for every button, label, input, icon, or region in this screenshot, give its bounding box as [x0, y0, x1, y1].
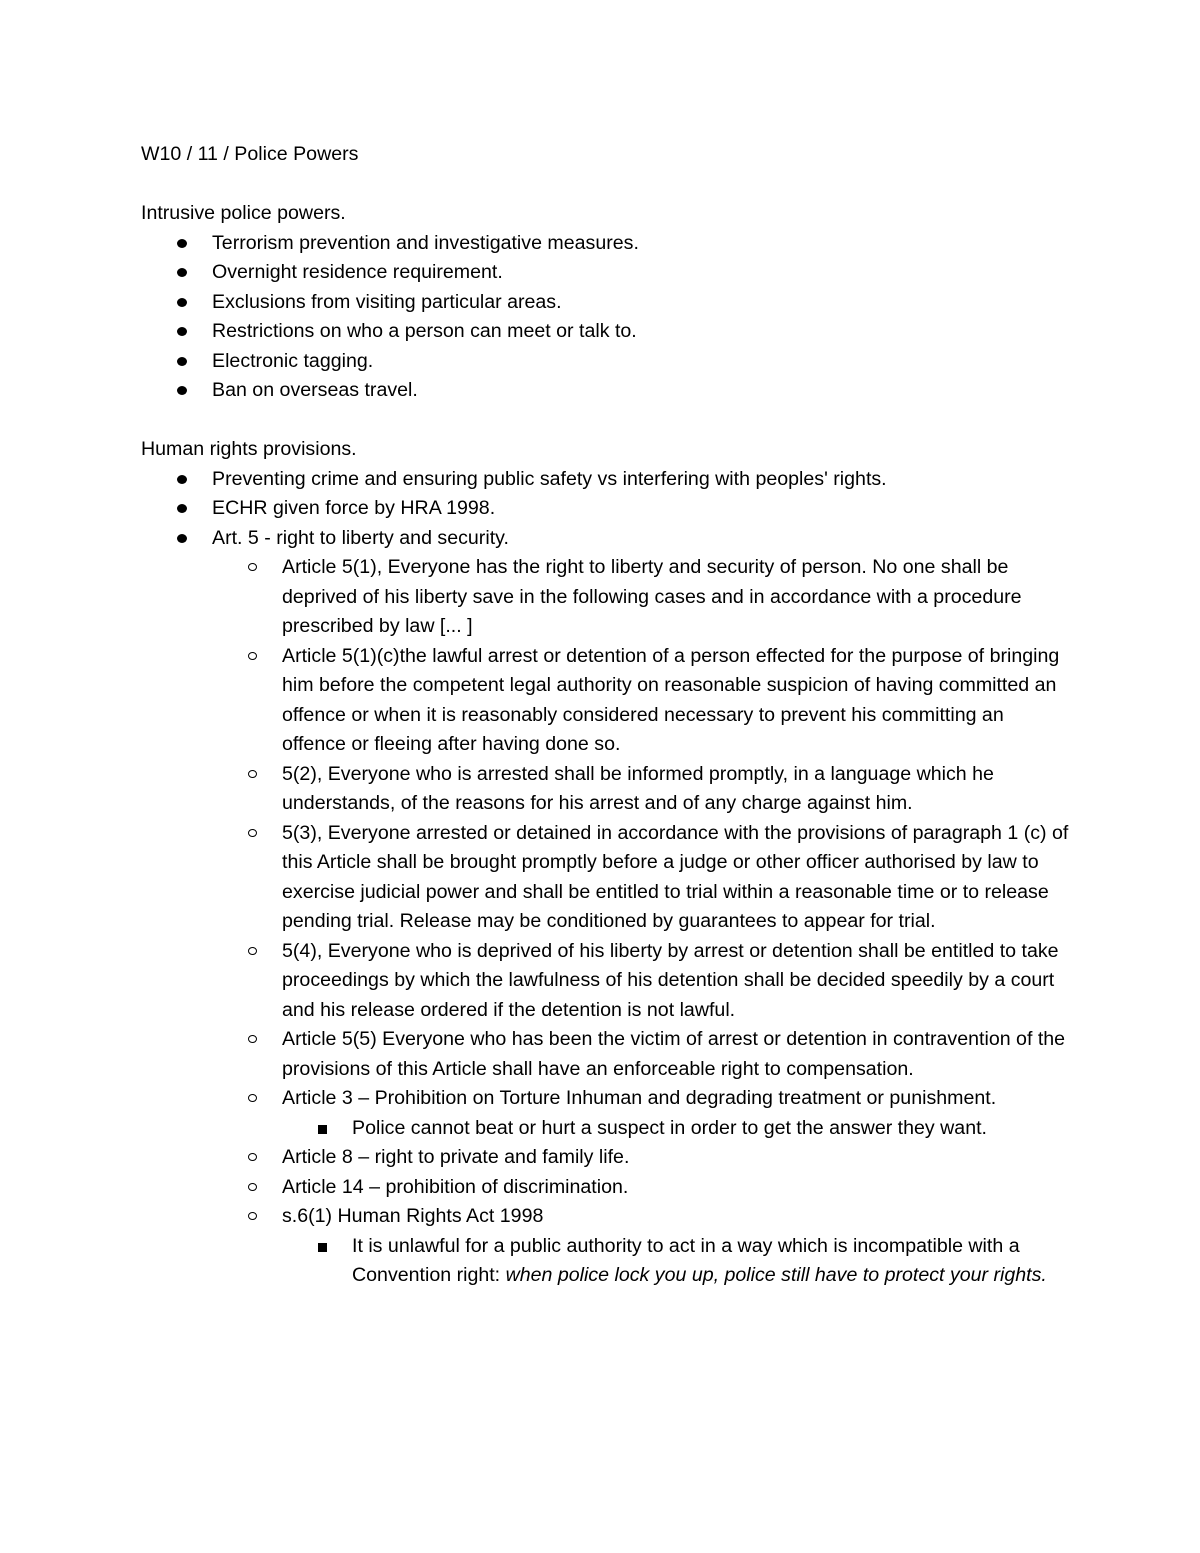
human-rights-list — [141, 465, 1071, 554]
page-title: W10 / 11 / Police Powers — [141, 143, 359, 165]
sub-list-item: Article 14 – prohibition of discrimination. — [141, 1173, 1071, 1203]
spacer — [141, 406, 1071, 436]
hollow-bullet-icon — [248, 1153, 257, 1161]
hollow-bullet-icon — [248, 1212, 257, 1220]
sub-sub-list-item: It is unlawful for a public authority to act in a way which is incompatible with a Convention right: when police lock you up, police still have to protect your rights. — [141, 1232, 1071, 1291]
s6-note-list — [141, 1232, 1071, 1291]
bullet-icon — [177, 357, 187, 366]
hollow-bullet-icon — [248, 1183, 257, 1191]
list-item: Overnight residence requirement. — [141, 258, 1071, 288]
bullet-icon — [177, 386, 187, 395]
sub-list-item: Article 3 – Prohibition on Torture Inhuman and degrading treatment or punishment. — [141, 1084, 1071, 1114]
list-item: Art. 5 - right to liberty and security. — [141, 524, 1071, 554]
hollow-bullet-icon — [248, 652, 257, 660]
sub-sub-list-item: Police cannot beat or hurt a suspect in order to get the answer they want. — [141, 1114, 1071, 1144]
hollow-bullet-icon — [248, 829, 257, 837]
bullet-icon — [177, 239, 187, 248]
list-item: Exclusions from visiting particular areas. — [141, 288, 1071, 318]
article3-note-list — [141, 1114, 1071, 1144]
hollow-bullet-icon — [248, 563, 257, 571]
document-body — [141, 140, 1071, 1291]
other-articles-sublist — [141, 1143, 1071, 1232]
list-item: Ban on overseas travel. — [141, 376, 1071, 406]
sub-list-item: Article 5(1)(c)the lawful arrest or detention of a person effected for the purpose of bringing him before the competent legal authority on reasonable suspicion of having committed an offence or when it is reasonably considered necessary to prevent his committing an offence or fleeing after having done so. — [141, 642, 1071, 760]
hollow-bullet-icon — [248, 947, 257, 955]
sub-list-item: 5(3), Everyone arrested or detained in accordance with the provisions of paragraph 1 (c) of this Article shall be brought promptly before a judge or other officer authorised by law to exercise judicial power and shall be entitled to trial within a reasonable time or to release pending trial. Release may be conditioned by guarantees to appear for trial. — [141, 819, 1071, 937]
spacer — [141, 170, 1071, 200]
sub-list-item: s.6(1) Human Rights Act 1998 — [141, 1202, 1071, 1232]
bullet-icon — [177, 534, 187, 543]
list-item: Preventing crime and ensuring public safety vs interfering with peoples' rights. — [141, 465, 1071, 495]
intrusive-powers-list — [141, 229, 1071, 406]
bullet-icon — [177, 504, 187, 513]
sub-list-item: Article 5(5) Everyone who has been the victim of arrest or detention in contravention of the provisions of this Article shall have an enforceable right to compensation. — [141, 1025, 1071, 1084]
bullet-icon — [177, 298, 187, 307]
hollow-bullet-icon — [248, 770, 257, 778]
hollow-bullet-icon — [248, 1094, 257, 1102]
sub-list-item: 5(4), Everyone who is deprived of his liberty by arrest or detention shall be entitled to take proceedings by which the lawfulness of his detention shall be decided speedily by a court and his release ordered if the detention is not lawful. — [141, 937, 1071, 1026]
bullet-icon — [177, 475, 187, 484]
bullet-icon — [177, 327, 187, 336]
sub-list-item: Article 5(1), Everyone has the right to liberty and security of person. No one shall be deprived of his liberty save in the following cases and in accordance with a procedure prescribed by law [... ] — [141, 553, 1071, 642]
list-item: Electronic tagging. — [141, 347, 1071, 377]
bullet-icon — [177, 268, 187, 277]
hollow-bullet-icon — [248, 1035, 257, 1043]
list-item: Terrorism prevention and investigative measures. — [141, 229, 1071, 259]
sub-list-item: Article 8 – right to private and family life. — [141, 1143, 1071, 1173]
list-item: Restrictions on who a person can meet or talk to. — [141, 317, 1071, 347]
square-bullet-icon — [318, 1243, 327, 1252]
list-item: ECHR given force by HRA 1998. — [141, 494, 1071, 524]
section-heading-human-rights: Human rights provisions. — [141, 438, 357, 460]
square-bullet-icon — [318, 1125, 327, 1134]
section-heading-intrusive-powers: Intrusive police powers. — [141, 202, 346, 224]
article5-sublist — [141, 553, 1071, 1114]
italic-emphasis: when police lock you up, police still have to protect your rights. — [505, 1264, 1047, 1286]
sub-list-item: 5(2), Everyone who is arrested shall be informed promptly, in a language which he understands, of the reasons for his arrest and of any charge against him. — [141, 760, 1071, 819]
